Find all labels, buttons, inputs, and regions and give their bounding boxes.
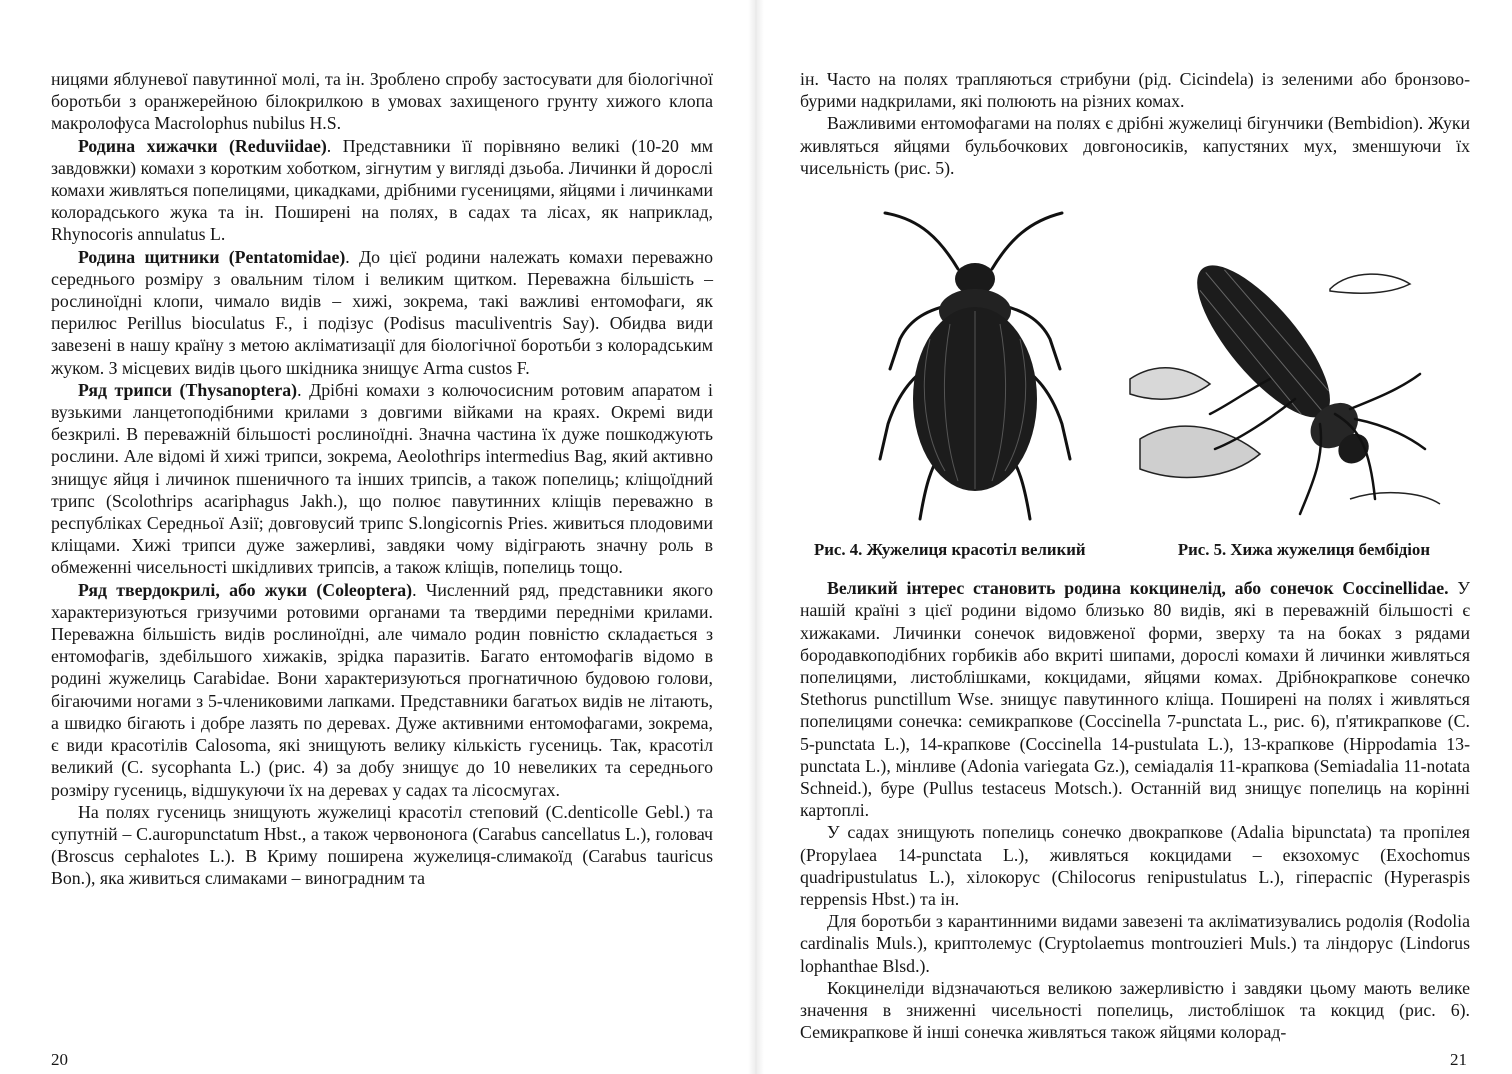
figure-5 <box>1120 199 1450 535</box>
body-text: . Представники її порівняно великі (10-20 мм завдовжки) комахи з коротким хоботком, зігнутим у вигляді дзьоба. Личинки й дорослі комахи живляться попелицями, цикадками, дрібними гусеницями, яйцями і личинками колорадського жука та ін. Поширені на полях, в садах та лісах, як наприклад, Rhynocoris annulatus L. <box>51 135 713 245</box>
paragraph <box>800 910 1470 977</box>
bold-heading-text: Великий інтерес становить родина кокцинелід, або сонечок Coccinellidae. <box>827 578 1449 599</box>
body-text: У нашій країні з цієї родини відомо близько 80 видів, які в переважній більшості є хижаками. Личинки сонечок видовженої форми, зверху та на боках з рядами бородавкоподібних горбиків або вкриті шипами, дорослі комахи й личинки живляться попелицями, листоблішками, кокцидами, яйцями комах. Дрібнокрапкове сонечко Stethorus punctillum Wse. знищує павутинного кліща. Поширені на полях і живляться попелицями сонечка: семикрапкове (Coccinella 7-punctata L., рис. 6), п'ятикрапкове (C. 5-punctata L.), 14-крапкове (Coccinella 14-pustulata L.), 13-крапкове (Hippodamia 13-punctata L.), мінливе (Adonia variegata Gz.), семіадалія 11-крапкова (Semiadalia 11-notata Schneid.), буре (Pullus testaceus Motsch.). Останній вид знищує попелиць на корінні картоплі. <box>800 578 1470 821</box>
body-text: ницями яблуневої павутинної молі, та ін. Зроблено спробу застосувати для біологічної боротьби з оранжерейною білокрилкою в умовах захищеного грунту хижого клопа макролофуса Macrolophus nubilus H.S. <box>51 69 713 134</box>
figure-captions <box>814 539 1470 561</box>
body-text: . До цієї родини належать комахи переважно середнього розміру з овальним тілом і великим щитком. Переважна більшість – рослиноїдні клопи, чимало видів – хижі, зокрема, такі важливі ентомофаги, як перилюс Perillus bioculatus F., і подізус (Podisus maculiventris Say). Обидва види завезені в нашу країну з метою акліматизації для біологічної боротьби з колорадським жуком. З місцевих видів цього шкідника знищує Arma custos F. <box>51 246 713 378</box>
paragraph <box>800 977 1470 1044</box>
bold-heading-text: Ряд трипси (Thysanoptera) <box>78 379 298 400</box>
body-text: Для боротьби з карантинними видами завезені та акліматизувались родолія (Rodolia cardinalis Muls.), криптолемус (Cryptolaemus montrouzieri Muls.) та ліндорус (Lindorus lophanthae Blsd.). <box>800 911 1470 976</box>
figure-4 <box>840 199 1110 535</box>
ground-beetle-illustration-icon <box>840 199 1110 535</box>
bold-heading-text: Родина хижачки (Reduviidae) <box>78 135 327 156</box>
paragraph <box>800 577 1470 821</box>
paragraph <box>51 801 713 890</box>
paragraph <box>800 821 1470 910</box>
paragraph <box>51 246 713 379</box>
body-text: Кокцинеліди відзначаються великою зажерливістю і завдяки цьому мають велике значення в зниженні чисельності попелиць, листоблішок та кокцид (рис. 6). Семикрапкове й інші сонечка живляться також яйцями колорад- <box>800 977 1470 1043</box>
figure-4-caption: Рис. 4. Жужелиця красотіл великий <box>814 540 1086 560</box>
bold-heading-text: Ряд твердокрилі, або жуки (Coleoptera) <box>78 579 413 600</box>
paragraph <box>51 68 713 135</box>
paragraph <box>800 112 1470 179</box>
paragraph <box>51 135 713 246</box>
right-bottom-paragraphs <box>800 577 1470 1043</box>
figure-5-caption: Рис. 5. Хижа жужелиця бембідіон <box>1177 540 1430 560</box>
body-text: ін. Часто на полях трапляються стрибуни (рід. Cicindela) із зеленими або бронзово-бурими надкрилами, які полюють на різних комах. <box>800 69 1470 112</box>
right-top-paragraphs <box>800 68 1470 179</box>
figures-block <box>800 199 1470 535</box>
right-page-text <box>800 68 1470 1043</box>
body-text: . Численний ряд, представники якого характеризуються гризучими ротовими органами та твердими передніми крилами. Переважна більшість видів рослиноїдні, але чимало родин повністю складається з ентомофагів, здебільшого хижаків, зрідка паразитів. Багато ентомофагів відомо в родині жужелиць Carabidae. Вони характеризуються прогнатичною будовою голови, бігаючими ногами з 5-члениковими лапками. Представники багатьох видів не літають, а швидко бігають і добре лазять по деревах. Дуже активними ентомофагами, зокрема, є види красотілів Calosoma, які знищують велику кількість гусениць. Так, красотіл великий (C. sycophanta L.) (рис. 4) за добу знищує до 10 невеликих та середнього розміру гусениць, відшукуючи їх на деревах у садах та лісосмугах. <box>51 579 713 800</box>
body-text: У садах знищують попелиць сонечко двокрапкове (Adalia bipunctata) та пропілея (Propylaea 14-punctata L.), живляться кокцидами – екзохомус (Exochomus quadripustulatus L.), хілокорус (Chilocorus renipustulatus L.), гіпераспіс (Hyperaspis reppensis Hbst.) та ін. <box>800 822 1470 910</box>
bold-heading-text: Родина щитники (Pentatomidae) <box>78 246 346 267</box>
body-text: Важливими ентомофагами на полях є дрібні жужелиці бігунчики (Bembidion). Жуки живляться яйцями бульбочкових довгоносиків, капустяних мух, зменшуючи їх чисельність (рис. 5). <box>800 113 1470 178</box>
paragraph <box>51 379 713 579</box>
left-page-text <box>51 68 713 890</box>
paragraph <box>800 68 1470 112</box>
predatory-beetle-illustration-icon <box>1120 199 1450 535</box>
page-number-right: 21 <box>1450 1050 1467 1069</box>
body-text: На полях гусениць знищують жужелиці красотіл степовий (C.denticolle Gebl.) та супутній – C.auropunctatum Hbst., а також червононога (Carabus cancellatus L.), головач (Broscus cephalotes L.). В Криму поширена жужелиця-слимакоїд (Carabus tauricus Bon.), яка живиться слимаками – виноградним та <box>51 801 713 889</box>
paragraph <box>51 579 713 801</box>
right-page <box>756 0 1512 1074</box>
page-number-left: 20 <box>51 1050 68 1069</box>
body-text: . Дрібні комахи з колючосисним ротовим апаратом і вузькими ланцетоподібними крилами з довгими війками на краях. Окремі види безкрилі. В переважній більшості рослиноїдні. Значна частина їх дуже пошкоджують рослини. Але відомі й хижі трипси, зокрема, Aeolothrips intermedius Bag, який активно знищує яйця і личинок пшеничного та інших трипсів, а також попелиць; кліщоїдний трипс (Scolothrips acariphagus Jakh.), що полює павутинних кліщів переважно в республіках Середньої Азії; довговусий трипс S.longicornis Pries. живиться плодовими кліщами. Хижі трипси дуже зажерливі, завдяки чому відіграють значну роль в обмеженні чисельності шкідливих трипсів, а також кліщів, попелиць тощо. <box>51 379 713 578</box>
